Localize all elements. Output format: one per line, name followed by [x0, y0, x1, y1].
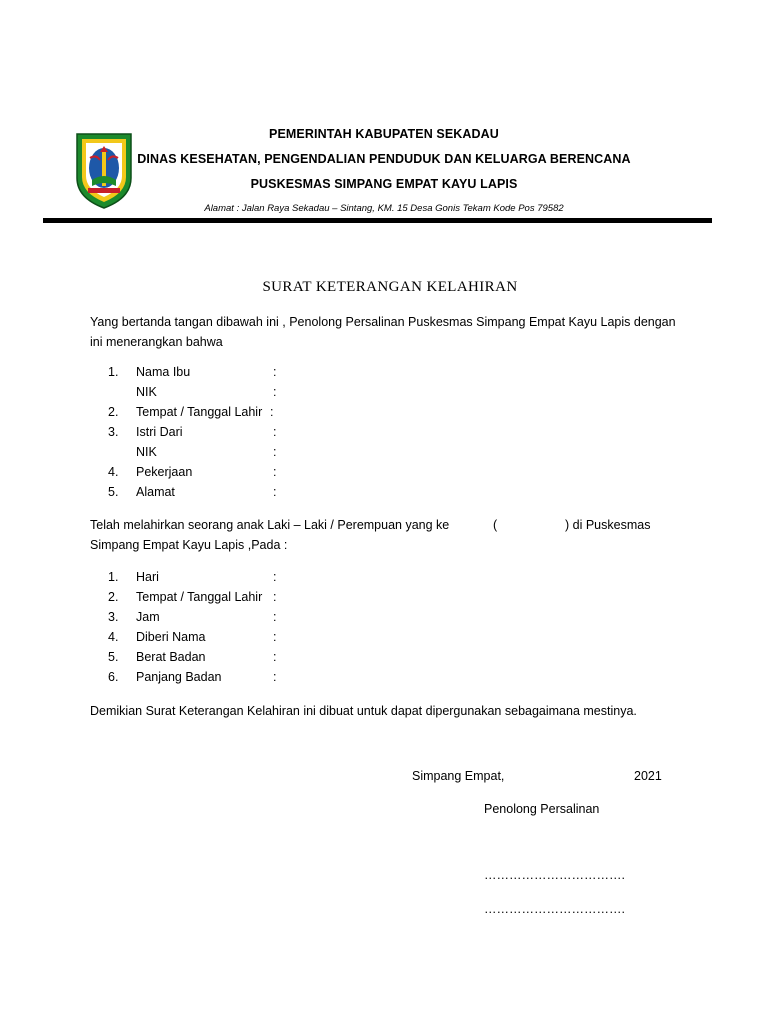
item-label: Tempat / Tanggal Lahir [136, 590, 263, 604]
item-number: 2. [108, 405, 119, 419]
department-name: DINAS KESEHATAN, PENGENDALIAN PENDUDUK DAN KELUARGA BERENCANA [137, 152, 631, 166]
item-label: Tempat / Tanggal Lahir [136, 405, 263, 419]
item-number: 3. [108, 610, 119, 624]
header-divider [43, 218, 712, 223]
birth-statement-line-2: Simpang Empat Kayu Lapis ,Pada : [90, 538, 288, 552]
item-label: Berat Badan [136, 650, 206, 664]
item-number: 4. [108, 630, 119, 644]
item-colon: : [273, 650, 277, 664]
item-label: Hari [136, 570, 159, 584]
item-colon: : [270, 405, 274, 419]
address-line: Alamat : Jalan Raya Sekadau – Sintang, KM. 15 Desa Gonis Tekam Kode Pos 79582 [204, 203, 564, 214]
item-label: Alamat [136, 485, 175, 499]
item-colon: : [273, 630, 277, 644]
intro-line-2: ini menerangkan bahwa [90, 335, 223, 349]
puskesmas-name: PUSKESMAS SIMPANG EMPAT KAYU LAPIS [250, 177, 518, 191]
item-number: 1. [108, 570, 119, 584]
signature-name-dots: ……………………………. [484, 868, 625, 882]
item-label: Istri Dari [136, 425, 183, 439]
list-item [0, 590, 768, 610]
signature-id-dots: ……………………………. [484, 902, 625, 916]
list-item [0, 365, 768, 385]
item-colon: : [273, 425, 277, 439]
signature-role: Penolong Persalinan [484, 802, 600, 816]
list-item [0, 385, 768, 405]
list-item [0, 650, 768, 670]
item-colon: : [273, 365, 277, 379]
list-item [0, 630, 768, 650]
list-item [0, 425, 768, 445]
government-name: PEMERINTAH KABUPATEN SEKADAU [269, 127, 499, 141]
item-number: 4. [108, 465, 119, 479]
item-number: 1. [108, 365, 119, 379]
item-colon: : [273, 445, 277, 459]
item-number: 5. [108, 485, 119, 499]
item-number: 5. [108, 650, 119, 664]
list-item [0, 570, 768, 590]
item-label: Jam [136, 610, 160, 624]
item-label: NIK [136, 385, 157, 399]
list-item [0, 465, 768, 485]
item-number: 2. [108, 590, 119, 604]
birth-statement-part-2: ) di Puskesmas [565, 518, 651, 532]
document-title: SURAT KETERANGAN KELAHIRAN [262, 279, 518, 295]
item-colon: : [273, 385, 277, 399]
list-item [0, 610, 768, 630]
item-colon: : [273, 485, 277, 499]
item-colon: : [273, 670, 277, 684]
list-item [0, 445, 768, 465]
list-item [0, 670, 768, 690]
item-number: 6. [108, 670, 119, 684]
item-colon: : [273, 590, 277, 604]
item-colon: : [273, 570, 277, 584]
item-colon: : [273, 610, 277, 624]
list-item [0, 485, 768, 505]
signature-place: Simpang Empat, [412, 769, 505, 783]
closing-statement: Demikian Surat Keterangan Kelahiran ini dibuat untuk dapat dipergunakan sebagaimana mestinya. [90, 704, 637, 718]
signature-year: 2021 [634, 769, 662, 783]
item-number: 3. [108, 425, 119, 439]
list-item [0, 405, 768, 425]
item-label: Nama Ibu [136, 365, 191, 379]
item-label: Diberi Nama [136, 630, 206, 644]
item-label: Panjang Badan [136, 670, 222, 684]
birth-statement-part-1: Telah melahirkan seorang anak Laki – Laki / Perempuan yang ke [90, 518, 450, 532]
item-label: NIK [136, 445, 157, 459]
intro-line-1: Yang bertanda tangan dibawah ini , Penolong Persalinan Puskesmas Simpang Empat Kayu Lapis dengan [90, 315, 676, 329]
item-colon: : [273, 465, 277, 479]
item-label: Pekerjaan [136, 465, 193, 479]
birth-order-open-paren: ( [493, 518, 498, 532]
